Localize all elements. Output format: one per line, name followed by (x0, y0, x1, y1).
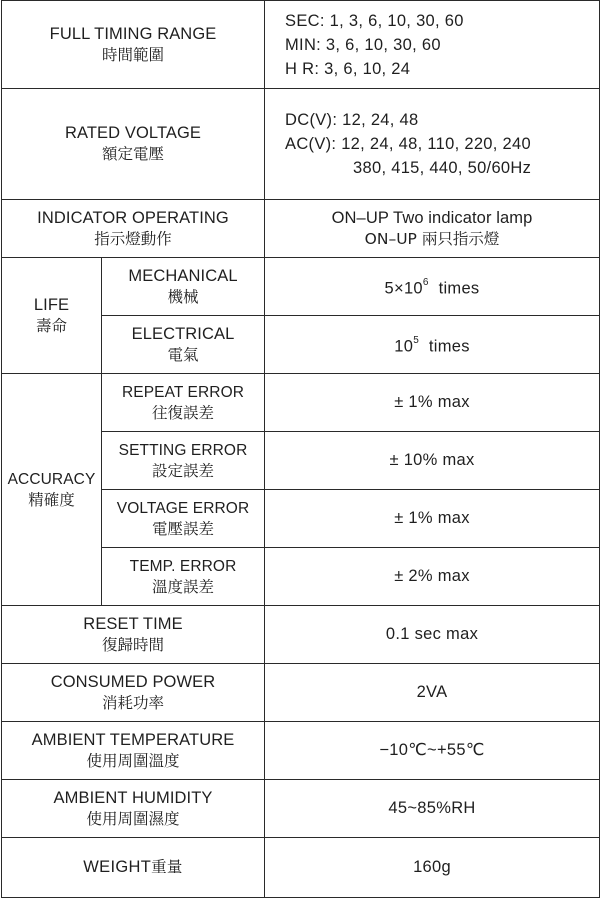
label-zh: 精確度 (28, 490, 75, 509)
label-zh: 使用周圍溫度 (86, 751, 180, 770)
row-ambient-humidity (2, 780, 600, 838)
row-rated-voltage (2, 89, 600, 200)
label-zh: 電氣 (167, 345, 199, 364)
mech-base: 5×10 (384, 279, 423, 298)
label-en: WEIGHT (83, 858, 152, 876)
label-accuracy (2, 374, 102, 606)
row-timing-range (2, 1, 600, 89)
value-weight: 160g (265, 838, 600, 898)
label-ambient-humidity (2, 780, 265, 838)
voltage-ac: AC(V): 12, 24, 48, 110, 220, 240 (285, 135, 531, 153)
timing-min: MIN: 3, 6, 10, 30, 60 (285, 35, 441, 54)
label-en: AMBIENT HUMIDITY (53, 788, 213, 807)
elec-unit: times (428, 337, 470, 356)
voltage-dc: DC(V): 12, 24, 48 (285, 111, 419, 129)
label-voltage-error (102, 490, 265, 548)
row-weight (2, 838, 600, 898)
row-repeat-error (2, 374, 600, 432)
label-zh: 往復誤差 (152, 403, 215, 422)
label-zh: 電壓誤差 (152, 519, 215, 538)
label-zh: 消耗功率 (102, 693, 165, 712)
value-reset-time: 0.1 sec max (265, 606, 600, 664)
label-en: ACCURACY (7, 470, 96, 488)
label-temp-error (102, 548, 265, 606)
indicator-zh: ON–UP 兩只指示燈 (364, 229, 500, 248)
label-weight (2, 838, 265, 898)
label-en: RESET TIME (83, 614, 183, 633)
label-en: FULL TIMING RANGE (49, 24, 217, 43)
label-setting-error (102, 432, 265, 490)
label-en: REPEAT ERROR (121, 383, 245, 401)
label-timing-range (2, 1, 265, 89)
value-voltage-error: ± 1% max (265, 490, 600, 548)
label-electrical (102, 316, 265, 374)
label-en: INDICATOR OPERATING (37, 208, 229, 227)
label-reset-time (2, 606, 265, 664)
indicator-en: ON–UP Two indicator lamp (331, 208, 533, 227)
label-en: RATED VOLTAGE (64, 124, 202, 142)
label-zh: 設定誤差 (152, 461, 215, 480)
timing-hr: H R: 3, 6, 10, 24 (285, 59, 411, 78)
value-consumed-power: 2VA (265, 664, 600, 722)
label-en: MECHANICAL (128, 266, 238, 285)
mech-unit: times (438, 279, 480, 298)
label-zh: 重量 (151, 858, 183, 876)
label-zh: 指示燈動作 (94, 229, 172, 248)
label-en: TEMP. ERROR (129, 557, 237, 575)
value-mechanical (265, 258, 600, 316)
label-consumed-power (2, 664, 265, 722)
label-en: LIFE (33, 295, 70, 314)
value-ambient-temperature: −10℃~+55℃ (265, 722, 600, 780)
label-en: VOLTAGE ERROR (116, 499, 250, 517)
row-ambient-temperature (2, 722, 600, 780)
label-indicator (2, 200, 265, 258)
row-life-mechanical (2, 258, 600, 316)
row-consumed-power (2, 664, 600, 722)
row-indicator (2, 200, 600, 258)
label-zh: 溫度誤差 (152, 577, 215, 596)
value-repeat-error: ± 1% max (265, 374, 600, 432)
label-zh: 復歸時間 (102, 635, 165, 654)
label-en: AMBIENT TEMPERATURE (31, 730, 235, 749)
elec-base: 10 (394, 337, 414, 356)
value-timing-range (265, 1, 600, 89)
label-zh: 時間範圍 (102, 45, 165, 64)
voltage-ac-cont: 380, 415, 440, 50/60Hz (353, 159, 532, 177)
elec-exp: 5 (413, 334, 420, 346)
label-en: ELECTRICAL (131, 324, 235, 343)
value-ambient-humidity: 45~85%RH (265, 780, 600, 838)
label-ambient-temperature (2, 722, 265, 780)
label-zh: 機械 (167, 287, 199, 306)
value-temp-error: ± 2% max (265, 548, 600, 606)
label-zh: 壽命 (35, 316, 67, 335)
timing-sec: SEC: 1, 3, 6, 10, 30, 60 (285, 11, 464, 30)
label-en: CONSUMED POWER (50, 672, 216, 691)
label-zh: 額定電壓 (102, 145, 165, 163)
label-en: SETTING ERROR (118, 441, 248, 459)
label-zh: 使用周圍濕度 (86, 809, 180, 828)
value-electrical (265, 316, 600, 374)
spec-table (1, 0, 600, 898)
label-life (2, 258, 102, 374)
label-mechanical (102, 258, 265, 316)
value-indicator (265, 200, 600, 258)
value-setting-error: ± 10% max (265, 432, 600, 490)
mech-exp: 6 (422, 276, 429, 288)
label-rated-voltage (2, 89, 265, 200)
label-repeat-error (102, 374, 265, 432)
value-rated-voltage (265, 89, 600, 200)
row-reset-time (2, 606, 600, 664)
